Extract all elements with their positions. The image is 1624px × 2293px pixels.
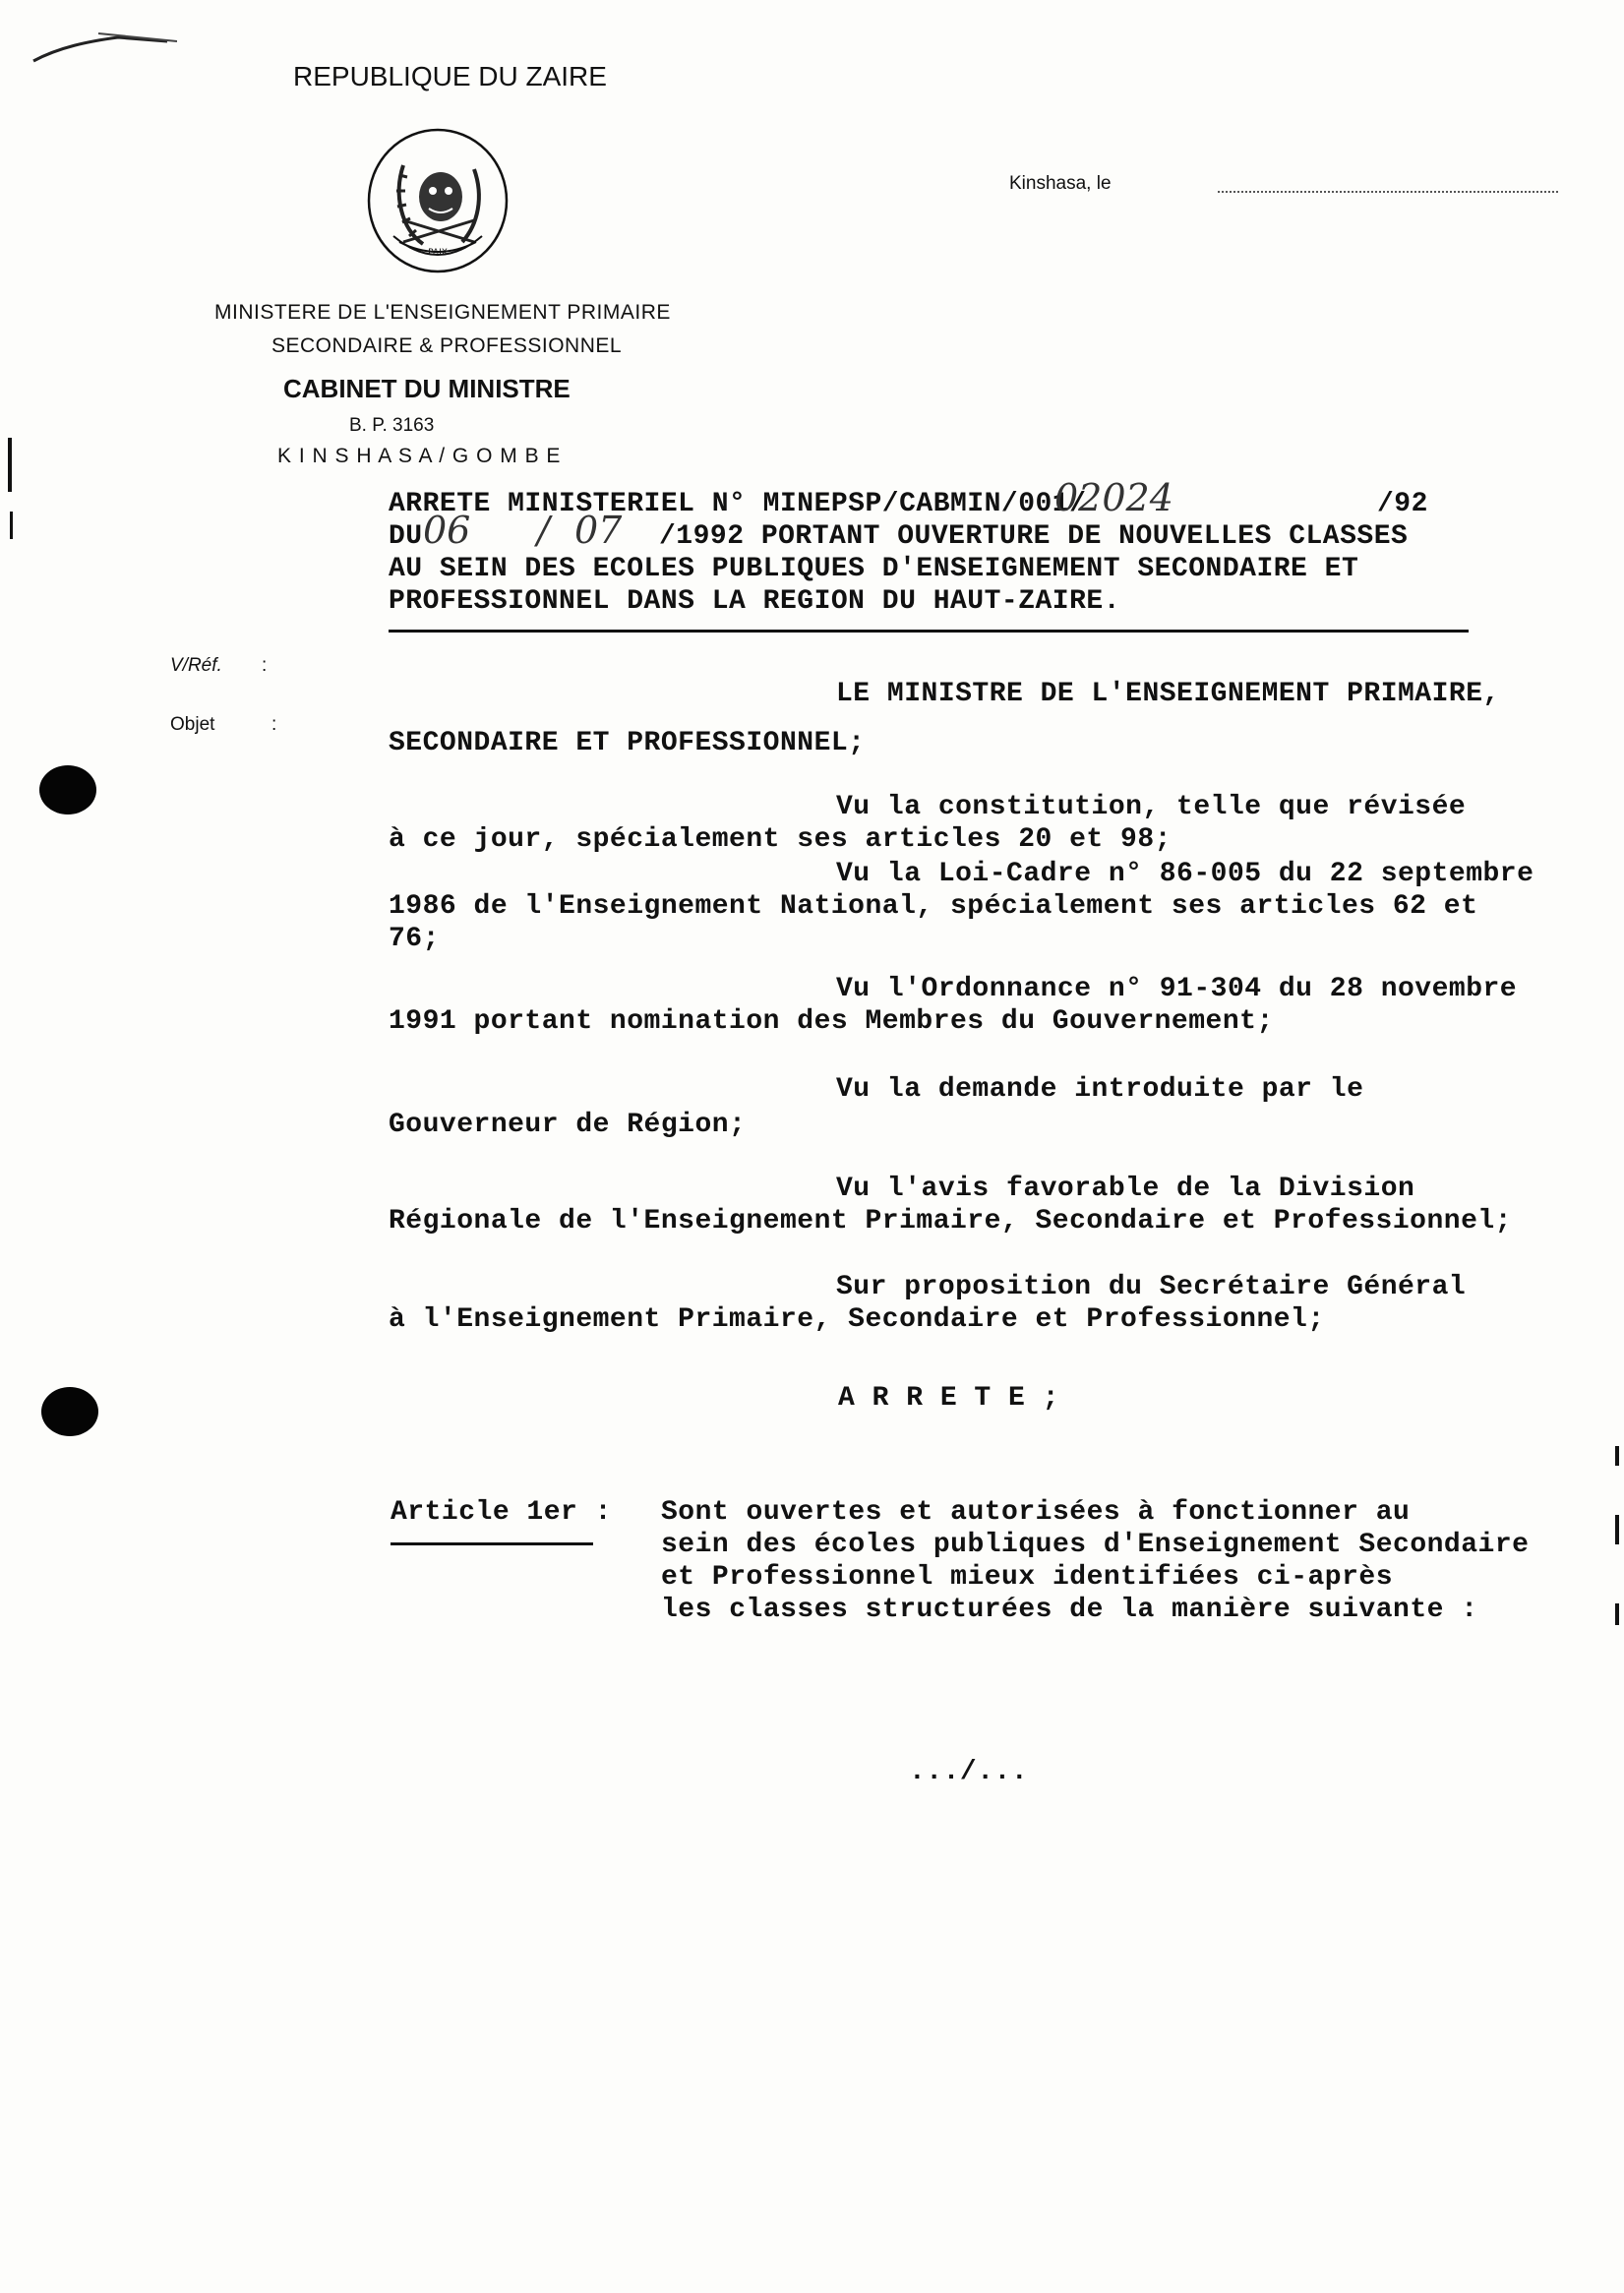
- scan-edge-mark: [10, 512, 13, 539]
- visa-5-line-1: Vu l'avis favorable de la Division: [836, 1174, 1415, 1204]
- republic-heading: REPUBLIQUE DU ZAIRE: [293, 61, 607, 91]
- title-underline: [389, 630, 1469, 633]
- minister-line-2: SECONDAIRE ET PROFESSIONNEL;: [389, 728, 866, 758]
- place-date-label: Kinshasa, le: [1009, 173, 1112, 194]
- title-du: DU: [389, 521, 423, 552]
- vref-label: V/Réf.: [170, 655, 222, 676]
- article-label: Article 1er :: [391, 1497, 612, 1528]
- visa-3-line-2: 1991 portant nomination des Membres du Gouvernement;: [389, 1006, 1274, 1037]
- vref-separator: :: [262, 655, 268, 676]
- visa-2-line-3: 76;: [389, 924, 440, 954]
- title-line-2: /1992 PORTANT OUVERTURE DE NOUVELLES CLASSES: [659, 521, 1409, 552]
- cabinet-heading: CABINET DU MINISTRE: [283, 374, 571, 403]
- article-line-4: les classes structurées de la manière suivante :: [661, 1595, 1478, 1625]
- visa-3-line-1: Vu l'Ordonnance n° 91-304 du 28 novembre: [836, 974, 1518, 1004]
- handwritten-slash: /: [537, 509, 550, 552]
- visa-2-line-1: Vu la Loi-Cadre n° 86-005 du 22 septembre: [836, 859, 1534, 889]
- scan-edge-mark: [1615, 1446, 1619, 1466]
- ministry-line-1: MINISTERE DE L'ENSEIGNEMENT PRIMAIRE: [214, 301, 671, 324]
- ministry-line-2: SECONDAIRE & PROFESSIONNEL: [271, 334, 623, 357]
- article-line-2: sein des écoles publiques d'Enseignement Secondaire: [661, 1530, 1530, 1560]
- visa-4-line-1: Vu la demande introduite par le: [836, 1074, 1364, 1105]
- date-dotted-line: [1218, 191, 1558, 193]
- postal-box: B. P. 3163: [349, 415, 435, 436]
- article-line-1: Sont ouvertes et autorisées à fonctionner au: [661, 1497, 1411, 1528]
- visa-6-line-2: à l'Enseignement Primaire, Secondaire et Professionnel;: [389, 1304, 1325, 1335]
- scan-edge-mark: [1615, 1515, 1619, 1544]
- scan-mark: [30, 28, 177, 67]
- article-label-underline: [391, 1542, 593, 1545]
- visa-1-line-2: à ce jour, spécialement ses articles 20 et 98;: [389, 824, 1172, 855]
- title-line-1: ARRETE MINISTERIEL N° MINEPSP/CABMIN/001/: [389, 489, 1087, 519]
- arrete-heading: A R R E T E ;: [838, 1383, 1059, 1414]
- title-line-3: AU SEIN DES ECOLES PUBLIQUES D'ENSEIGNEMENT SECONDAIRE ET: [389, 554, 1359, 584]
- minister-line-1: LE MINISTRE DE L'ENSEIGNEMENT PRIMAIRE,: [836, 679, 1500, 709]
- continuation-mark: .../...: [909, 1757, 1029, 1787]
- visa-5-line-2: Régionale de l'Enseignement Primaire, Secondaire et Professionnel;: [389, 1206, 1512, 1237]
- seal-motto: PAIX: [428, 248, 448, 258]
- handwritten-day: 06: [423, 509, 471, 552]
- article-line-3: et Professionnel mieux identifiées ci-après: [661, 1562, 1394, 1593]
- punch-hole: [39, 765, 96, 815]
- punch-hole: [41, 1387, 98, 1436]
- visa-6-line-1: Sur proposition du Secrétaire Général: [836, 1272, 1467, 1302]
- scan-edge-mark: [8, 438, 12, 492]
- handwritten-number: 02024: [1054, 476, 1173, 519]
- title-line-4: PROFESSIONNEL DANS LA REGION DU HAUT-ZAIRE.: [389, 586, 1121, 617]
- national-seal-icon: [364, 126, 511, 275]
- city-line: K I N S H A S A / G O M B E: [277, 445, 562, 467]
- objet-label: Objet: [170, 714, 215, 735]
- scan-edge-mark: [1615, 1603, 1619, 1625]
- title-year-suffix: /92: [1377, 489, 1428, 519]
- visa-2-line-2: 1986 de l'Enseignement National, spécialement ses articles 62 et: [389, 891, 1478, 922]
- visa-4-line-2: Gouverneur de Région;: [389, 1110, 747, 1140]
- handwritten-month: 07: [574, 509, 623, 552]
- objet-separator: :: [271, 714, 277, 735]
- visa-1-line-1: Vu la constitution, telle que révisée: [836, 792, 1467, 822]
